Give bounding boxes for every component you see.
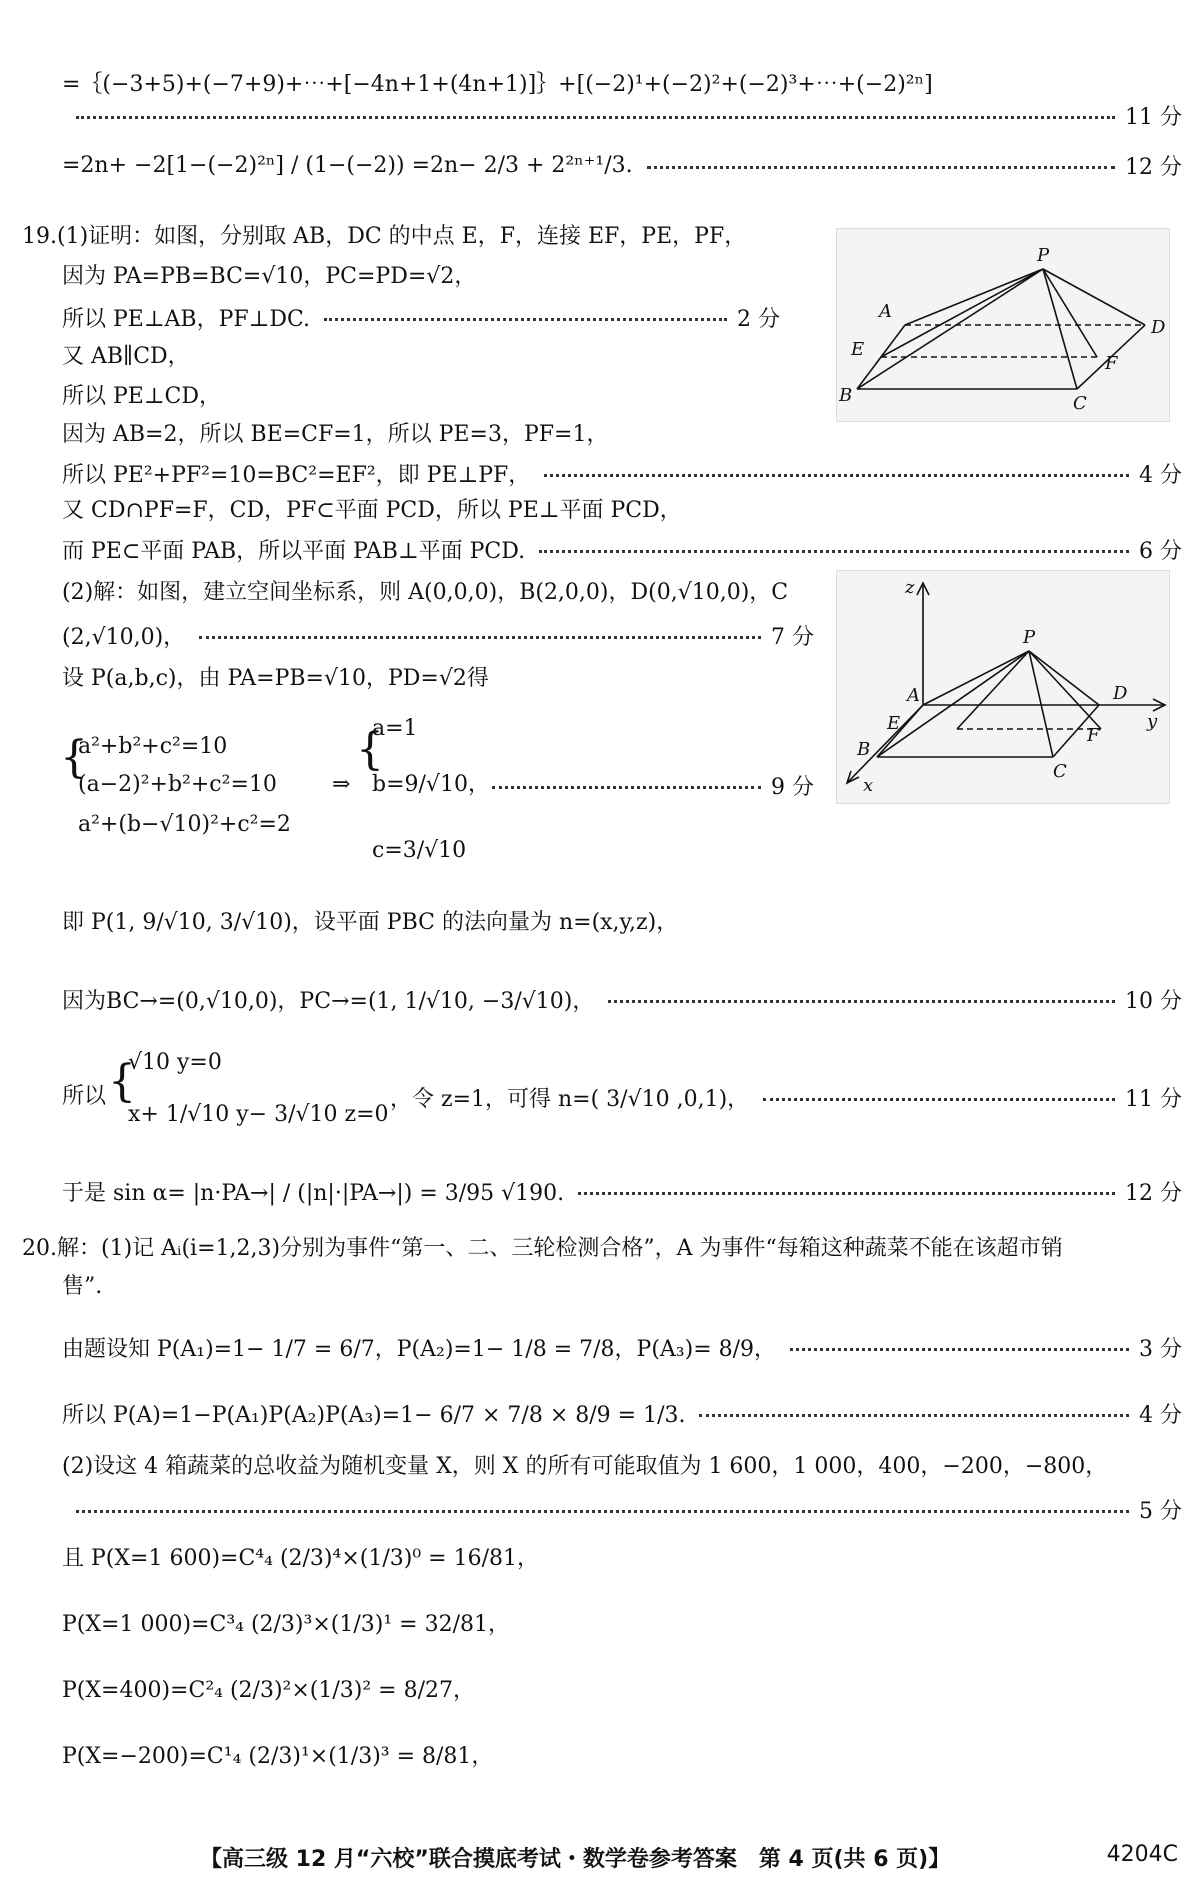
label-b: B — [839, 385, 853, 406]
score: 2 分 — [737, 307, 780, 332]
text-line: 设 P(a,b,c)，由 PA=PB=√10，PD=√2得 — [62, 666, 489, 691]
score-row — [62, 302, 780, 333]
score-row — [62, 1398, 1182, 1429]
page-footer — [0, 1842, 1200, 1872]
score: 9 分 — [771, 775, 814, 800]
text-line: 而 PE⊂平面 PAB，所以平面 PAB⊥平面 PCD. — [62, 539, 526, 564]
equation: a²+(b−√10)²+c²=2 — [78, 812, 291, 837]
label-d: D — [1151, 317, 1166, 338]
label-c: C — [1053, 761, 1067, 782]
score: 3 分 — [1139, 1337, 1182, 1362]
text-line: ，令 z=1，可得 n=( 3/√10 ,0,1)， — [390, 1087, 750, 1112]
axis-z-label: z — [905, 577, 915, 598]
brace: { — [108, 1056, 136, 1107]
label-b: B — [857, 739, 871, 760]
text-line: 所以 PE²+PF²=10=BC²=EF²，即 PE⊥PF， — [62, 463, 531, 488]
text-line: =｛(−3+5)+(−7+9)+⋯+[−4n+1+(4n+1)]｝+[(−2)¹+(−2)²+(−2)³+⋯+(−2)²ⁿ] — [62, 72, 933, 97]
pyramid-figure-1 — [836, 228, 1170, 422]
label-f: F — [1087, 725, 1100, 746]
score: 12 分 — [1125, 155, 1182, 180]
implies-arrow: ⇒ — [332, 772, 351, 797]
equation: x+ 1/√10 y− 3/√10 z=0 — [128, 1102, 389, 1127]
text-line: 所以 PE⊥AB，PF⊥DC. — [62, 307, 311, 332]
coordinate-diagram — [837, 571, 1169, 803]
score-row — [390, 1082, 1182, 1113]
score-row — [478, 770, 814, 801]
brace: { — [356, 724, 384, 775]
label-f: F — [1105, 353, 1118, 374]
score-row — [62, 534, 1182, 565]
score-row — [62, 1332, 1182, 1363]
text-line: 且 P(X=1 600)=C⁴₄ (2/3)⁴×(1/3)⁰ = 16/81， — [62, 1546, 539, 1571]
pyramid-figure-2 — [836, 570, 1170, 804]
equation: c=3/√10 — [372, 838, 467, 863]
score: 11 分 — [1125, 1087, 1182, 1112]
label-c: C — [1073, 393, 1087, 414]
footer-title: 【高三级 12 月“六校”联合摸底考试・数学卷参考答案 第 4 页(共 6 页)】 — [200, 1847, 951, 1872]
score: 5 分 — [1139, 1499, 1182, 1524]
text-line: P(X=1 000)=C³₄ (2/3)³×(1/3)¹ = 32/81， — [62, 1612, 510, 1637]
text-line: =2n+ −2[1−(−2)²ⁿ] / (1−(−2)) =2n− 2/3 + 2²ⁿ⁺¹/3. — [62, 153, 633, 178]
score-row — [62, 150, 1182, 181]
equation: b=9/√10， — [372, 772, 490, 797]
score: 4 分 — [1139, 463, 1182, 488]
score-row — [62, 458, 1182, 489]
axis-y-label: y — [1147, 711, 1158, 732]
text-line: (2)解：如图，建立空间坐标系，则 A(0,0,0)，B(2,0,0)，D(0,√10,0)，C — [62, 580, 789, 605]
text-line: 又 AB∥CD， — [62, 344, 190, 369]
score: 12 分 — [1125, 1181, 1182, 1206]
score: 11 分 — [1125, 105, 1182, 130]
label-a: A — [879, 301, 892, 322]
brace: { — [60, 732, 88, 783]
text-line: P(X=−200)=C¹₄ (2/3)¹×(1/3)³ = 8/81， — [62, 1744, 494, 1769]
question-19-heading: 19.(1)证明：如图，分别取 AB，DC 的中点 E，F，连接 EF，PE，PF， — [22, 224, 747, 249]
pyramid-diagram-1 — [837, 229, 1169, 421]
score: 10 分 — [1125, 989, 1182, 1014]
label-d: D — [1113, 683, 1128, 704]
score-row — [62, 1176, 1182, 1207]
text-line: (2,√10,0)， — [62, 625, 186, 650]
text-line: 于是 sin α= |n·PA→| / (|n|·|PA→|) = 3/95 √190. — [62, 1181, 565, 1206]
score: 4 分 — [1139, 1403, 1182, 1428]
score-row — [62, 984, 1182, 1015]
equation: a²+b²+c²=10 — [78, 734, 228, 759]
text-line: 由题设知 P(A₁)=1− 1/7 = 6/7，P(A₂)=1− 1/8 = 7/8，P(A₃)= 8/9， — [62, 1337, 777, 1362]
label-p: P — [1037, 245, 1050, 266]
footer-code: 4204C — [1106, 1842, 1178, 1867]
text-line: 因为 AB=2，所以 BE=CF=1，所以 PE=3，PF=1， — [62, 422, 609, 447]
text-line: 因为 PA=PB=BC=√10，PC=PD=√2， — [62, 264, 477, 289]
text-line: 即 P(1, 9/√10, 3/√10)，设平面 PBC 的法向量为 n=(x,y,z)， — [62, 910, 679, 935]
equation: a=1 — [372, 716, 418, 741]
equation: √10 y=0 — [128, 1050, 222, 1075]
score: 7 分 — [771, 625, 814, 650]
text-line: 所以 PE⊥CD， — [62, 384, 222, 409]
label-e: E — [887, 713, 901, 734]
label-p: P — [1023, 627, 1036, 648]
equation: (a−2)²+b²+c²=10 — [78, 772, 277, 797]
text-line: 所以 P(A)=1−P(A₁)P(A₂)P(A₃)=1− 6/7 × 7/8 × 8/9 = 1/3. — [62, 1403, 686, 1428]
text-line: 因为BC→=(0,√10,0)，PC→=(1, 1/√10, −3/√10)， — [62, 989, 595, 1014]
axis-x-label: x — [863, 775, 874, 796]
question-20-heading: 20.解：(1)记 Aᵢ(i=1,2,3)分别为事件“第一、二、三轮检测合格”，A 为事件“每箱这种蔬菜不能在该超市销 — [22, 1236, 1063, 1261]
text-line: (2)设这 4 箱蔬菜的总收益为随机变量 X，则 X 的所有可能取值为 1 600，1 000，400，−200，−800， — [62, 1454, 1108, 1479]
score: 6 分 — [1139, 539, 1182, 564]
score-row — [62, 100, 1182, 131]
text-line: 售”. — [62, 1274, 103, 1299]
text-line: 又 CD∩PF=F，CD，PF⊂平面 PCD，所以 PE⊥平面 PCD， — [62, 498, 682, 523]
label-a: A — [907, 685, 920, 706]
score-row — [62, 1494, 1182, 1525]
score-row — [62, 620, 814, 651]
label-e: E — [851, 339, 865, 360]
text-line: 所以 — [62, 1084, 107, 1109]
text-line: P(X=400)=C²₄ (2/3)²×(1/3)² = 8/27， — [62, 1678, 475, 1703]
